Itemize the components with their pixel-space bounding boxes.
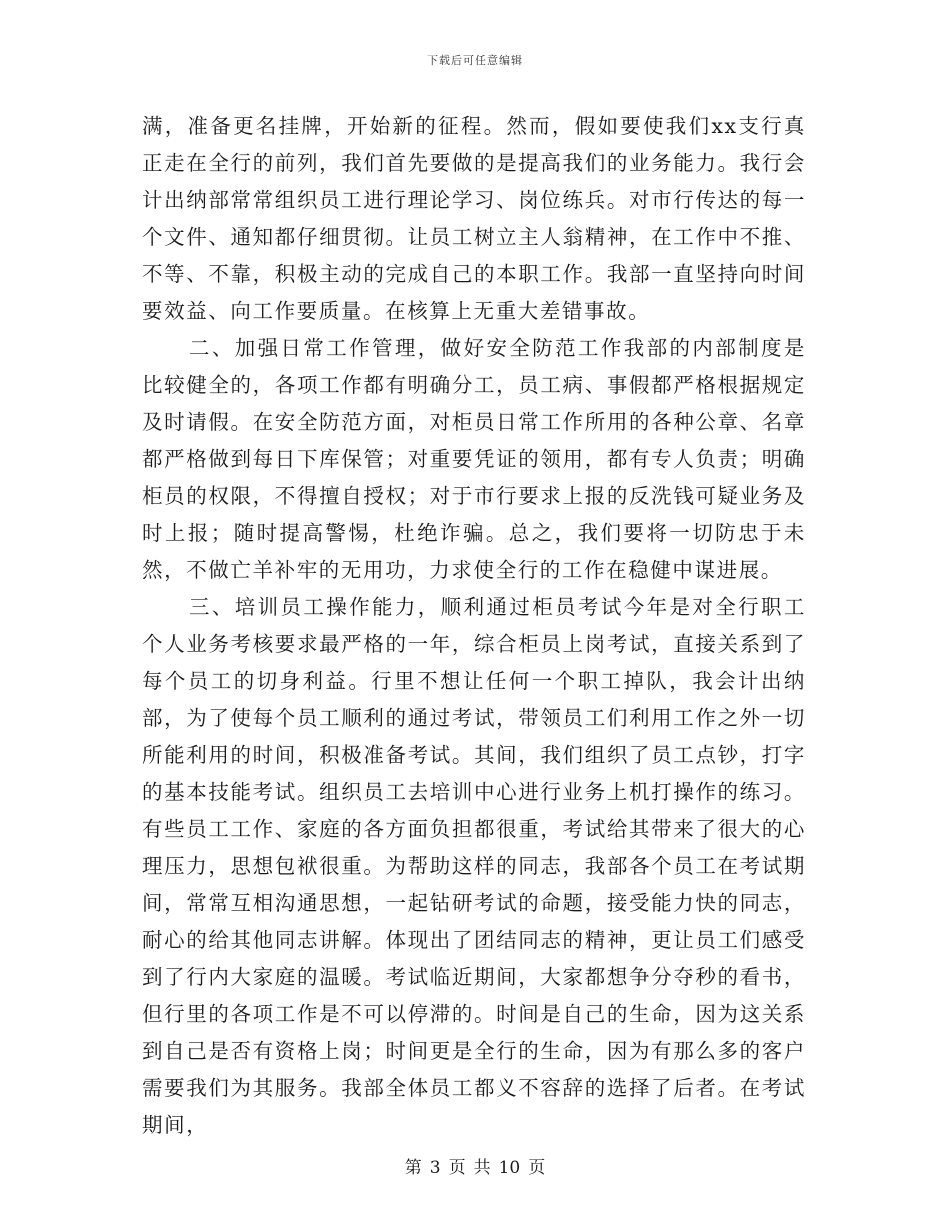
- page-total-prefix: 共: [473, 1158, 491, 1178]
- page-prefix: 第: [404, 1158, 422, 1178]
- page-number-footer: [0, 1153, 950, 1178]
- paragraph-continuation: 满，准备更名挂牌，开始新的征程。然而，假如要使我们xx支行真正走在全行的前列，我们首先要做的是提高我们的业务能力。我行会计出纳部常常组织员工进行理论学习、岗位练兵。对市行传达的每一个文件、通知都仔细贯彻。让员工树立主人翁精神，在工作中不推、不等、不靠，积极主动的完成自己的本职工作。我部一直坚持向时间要效益、向工作要质量。在核算上无重大差错事故。: [142, 114, 806, 323]
- page-current: 3: [429, 1158, 441, 1178]
- document-body: [142, 108, 806, 1144]
- page-suffix: 页: [528, 1158, 546, 1178]
- paragraph-section-three: 三、培训员工操作能力，顺利通过柜员考试今年是对全行职工个人业务考核要求最严格的一年，综合柜员上岗考试，直接关系到了每个员工的切身利益。行里不想让任何一个职工掉队，我会计出纳部，为了使每个员工顺利的通过考试，带领员工们利用工作之外一切所能利用的时间，积极准备考试。其间，我们组织了员工点钞，打字的基本技能考试。组织员工去培训中心进行业务上机打操作的练习。有些员工工作、家庭的各方面负担都很重，考试给其带来了很大的心理压力，思想包袱很重。为帮助这样的同志，我部各个员工在考试期间，常常互相沟通思想，一起钻研考试的命题，接受能力快的同志，耐心的给其他同志讲解。体现出了团结同志的精神，更让员工们感受到了行内大家庭的温暖。考试临近期间，大家都想争分夺秒的看书，但行里的各项工作是不可以停滞的。时间是自己的生命，因为这关系到自己是否有资格上岗；时间更是全行的生命，因为有那么多的客户需要我们为其服务。我部全体员工都义不容辞的选择了后者。在考试期间，: [142, 595, 806, 1137]
- paragraph-section-two: 二、加强日常工作管理，做好安全防范工作我部的内部制度是比较健全的，各项工作都有明确分工，员工病、事假都严格根据规定及时请假。在安全防范方面，对柜员日常工作所用的各种公章、名章都严格做到每日下库保管；对重要凭证的领用，都有专人负责；明确柜员的权限，不得擅自授权；对于市行要求上报的反洗钱可疑业务及时上报；随时提高警惕，杜绝诈骗。总之，我们要将一切防忠于未然，不做亡羊补牢的无用功，力求使全行的工作在稳健中谋进展。: [142, 336, 806, 582]
- download-note: 下载后可任意编辑: [427, 54, 523, 67]
- page-total: 10: [498, 1158, 521, 1178]
- page-label: 页: [448, 1158, 466, 1178]
